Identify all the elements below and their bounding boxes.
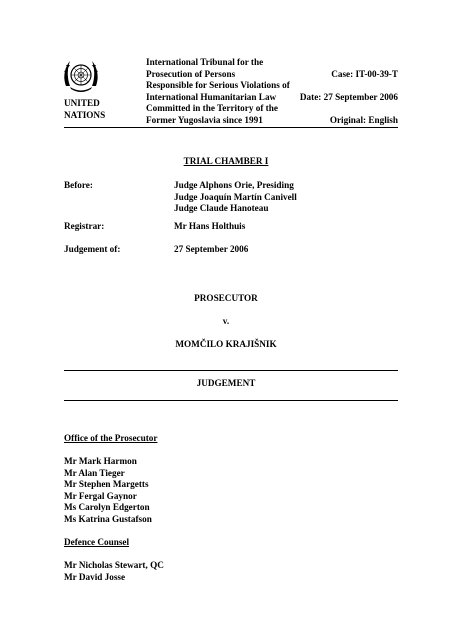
tribunal-line: Responsible for Serious Violations of	[146, 80, 290, 91]
un-label-line2: NATIONS	[64, 109, 106, 120]
header-rule	[64, 127, 398, 128]
registrar-name: Mr Hans Holthuis	[174, 221, 246, 231]
tribunal-line: International Tribunal for the	[146, 57, 264, 67]
versus-label: v.	[222, 316, 230, 326]
case-number: Case: IT-00-39-T	[331, 68, 398, 79]
judgement-date: 27 September 2006	[174, 244, 249, 254]
un-label	[64, 98, 105, 121]
tribunal-line: Committed in the Territory of the	[146, 103, 278, 114]
chamber-heading: TRIAL CHAMBER I	[183, 156, 269, 166]
tribunal-name	[146, 57, 290, 127]
defence-heading: Defence Counsel	[64, 537, 130, 547]
prosecution-member: Mr Fergal Gaynor	[64, 490, 137, 501]
un-label-line1: UNITED	[64, 98, 100, 108]
title-rule-top	[64, 370, 398, 371]
document-title: JUDGEMENT	[196, 378, 256, 388]
prosecution-heading: Office of the Prosecutor	[64, 433, 158, 443]
judge-name: Judge Alphons Orie, Presiding	[174, 180, 294, 190]
judge-name: Judge Claude Hanoteau	[174, 203, 269, 214]
before-label: Before:	[64, 180, 93, 190]
prosecution-member: Ms Carolyn Edgerton	[64, 502, 150, 513]
accused-name: MOMČILO KRAJIŠNIK	[175, 339, 277, 349]
defence-member: Mr Nicholas Stewart, QC	[64, 560, 164, 570]
defence-list	[64, 560, 164, 583]
prosecution-member: Mr Alan Tieger	[64, 467, 125, 478]
case-date: Date: 27 September 2006	[299, 91, 398, 102]
judges-list	[174, 180, 297, 215]
prosecution-member: Mr Mark Harmon	[64, 456, 137, 466]
prosecution-list	[64, 456, 152, 526]
tribunal-line: Prosecution of Persons	[146, 68, 236, 79]
defence-member: Mr David Josse	[64, 571, 126, 582]
tribunal-line: Former Yugoslavia since 1991	[146, 114, 263, 125]
prosecution-member: Mr Stephen Margetts	[64, 479, 149, 490]
judge-name: Judge Joaquín Martín Canivell	[174, 191, 297, 202]
title-rule-bottom	[64, 400, 398, 401]
prosecutor-heading: PROSECUTOR	[194, 293, 258, 303]
registrar-label: Registrar:	[64, 221, 105, 231]
un-emblem-icon	[61, 56, 101, 96]
prosecution-member: Ms Katrina Gustafson	[64, 513, 152, 524]
case-original-language: Original: English	[329, 115, 398, 125]
tribunal-line: International Humanitarian Law	[146, 91, 277, 102]
judgement-of-label: Judgement of:	[64, 244, 121, 254]
